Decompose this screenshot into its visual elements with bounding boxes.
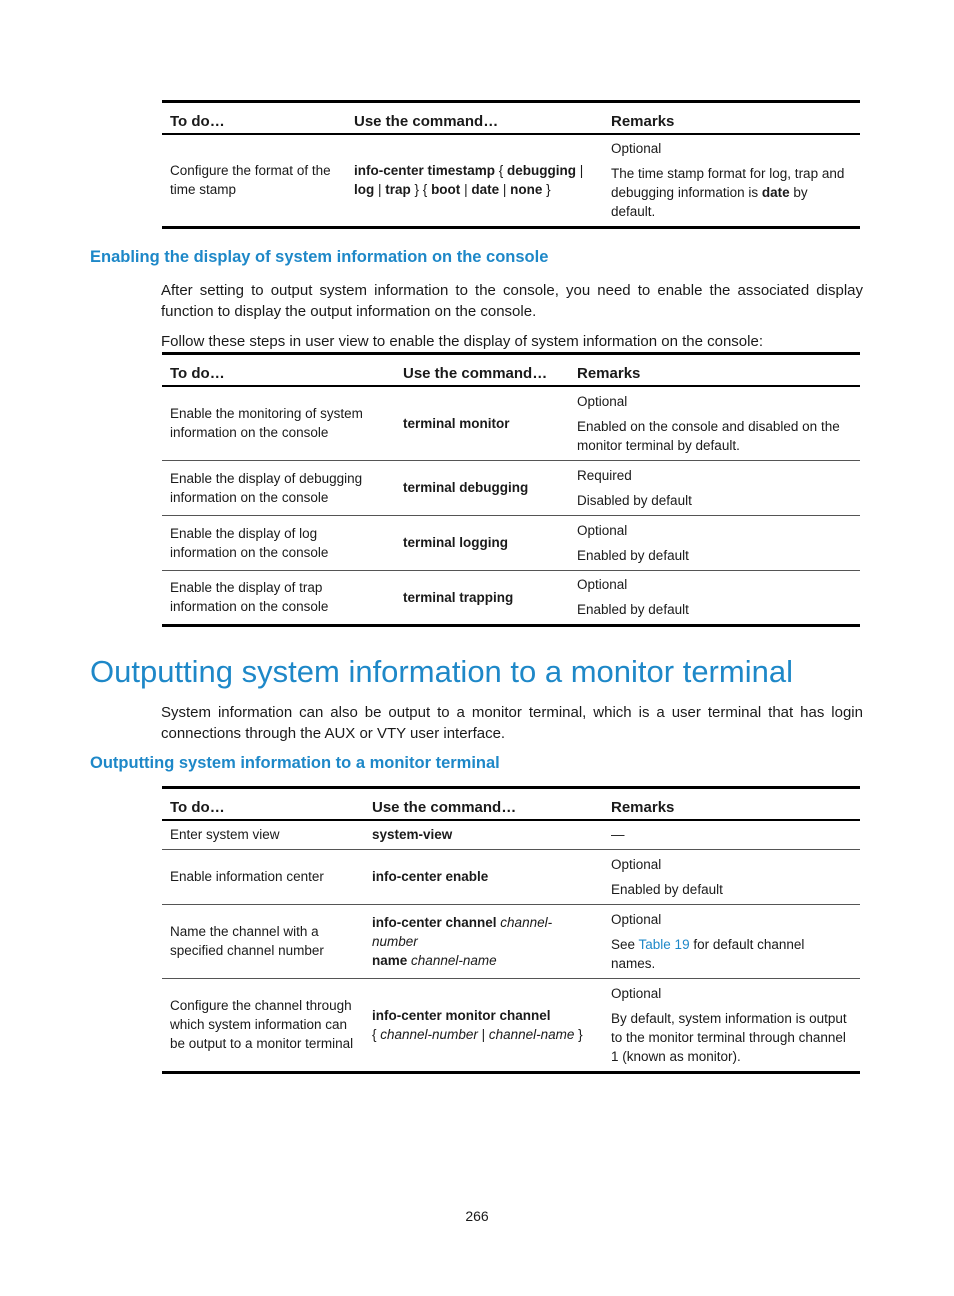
table-row xyxy=(162,849,860,904)
todo-cell: Enable information center xyxy=(162,849,364,904)
remark-line: By default, system information is output to the monitor terminal through channel 1 (known as monitor). xyxy=(611,1010,847,1064)
remark-line: Optional xyxy=(611,141,662,157)
remark-line: Optional xyxy=(577,577,628,592)
table-row xyxy=(162,978,860,1072)
table-row xyxy=(162,386,860,460)
remark-line: Disabled by default xyxy=(577,492,692,508)
table-row xyxy=(162,904,860,978)
command-cell: info-center enable xyxy=(364,849,603,904)
todo-cell: Enable the display of debugging information on the console xyxy=(162,460,395,515)
remark-line: Optional xyxy=(577,393,628,409)
remark-line: The time stamp format for log, trap and debugging information is date by default. xyxy=(611,166,845,220)
remarks-cell xyxy=(569,386,860,460)
table-row xyxy=(162,460,860,515)
command-cell: terminal monitor xyxy=(403,415,510,431)
timestamp-table xyxy=(162,100,860,229)
command-cell: terminal debugging xyxy=(395,460,569,515)
todo-cell: Enable the monitoring of system information on the console xyxy=(170,406,363,441)
remark-line: Optional xyxy=(611,911,662,927)
todo-cell: Configure the channel through which system information can be output to a monitor terminal xyxy=(162,978,364,1072)
command-cell: info-center monitor channel { channel-number | channel-name } xyxy=(364,978,603,1072)
header-todo: To do… xyxy=(162,102,346,135)
remarks-cell xyxy=(569,515,860,570)
command-cell: system-view xyxy=(372,827,453,843)
todo-cell: Enable the display of log information on the console xyxy=(162,515,395,570)
table-row xyxy=(162,820,860,849)
remark-line: Enabled by default xyxy=(577,547,689,563)
remark-line: Optional xyxy=(611,985,662,1001)
page-number: 266 xyxy=(465,1208,489,1224)
header-command: Use the command… xyxy=(346,102,603,135)
command-cell: info-center timestamp { debugging | log | trap } { boot | date | none } xyxy=(354,163,584,198)
command-cell: terminal trapping xyxy=(395,570,569,625)
header-remarks: Remarks xyxy=(569,354,860,387)
table-header-row xyxy=(162,354,860,387)
header-command: Use the command… xyxy=(395,354,569,387)
console-display-table xyxy=(162,352,860,627)
remark-line: Optional xyxy=(577,522,628,538)
paragraph-console-intro: After setting to output system information to the console, you need to enable the associated display function to display the output information on the console. xyxy=(161,282,863,320)
table-row xyxy=(162,134,860,227)
monitor-terminal-table xyxy=(162,786,860,1074)
todo-cell: Enable the display of trap information on the console xyxy=(162,570,395,625)
table-row xyxy=(162,570,860,625)
table-row xyxy=(162,515,860,570)
table-header-row xyxy=(162,102,860,135)
remark-line: — xyxy=(611,827,625,843)
header-remarks: Remarks xyxy=(603,102,860,135)
header-remarks: Remarks xyxy=(603,788,860,821)
remarks-cell xyxy=(569,460,860,515)
remarks-cell xyxy=(569,570,860,625)
header-todo: To do… xyxy=(162,788,364,821)
command-cell: terminal logging xyxy=(395,515,569,570)
table-reference-link[interactable]: Table 19 xyxy=(638,936,690,952)
remarks-cell xyxy=(603,134,860,227)
remark-line: Enabled by default xyxy=(611,881,723,897)
todo-cell: Configure the format of the time stamp xyxy=(170,163,331,198)
paragraph-monitor-intro: System information can also be output to a monitor terminal, which is a user terminal that has login connections through the AUX or VTY user interface. xyxy=(161,704,863,742)
todo-cell: Name the channel with a specified channel number xyxy=(162,904,364,978)
header-command: Use the command… xyxy=(364,788,603,821)
remark-line: Enabled by default xyxy=(577,602,689,617)
remark-line: Enabled on the console and disabled on the monitor terminal by default. xyxy=(577,418,840,453)
remark-line: Required xyxy=(577,467,632,483)
remarks-cell xyxy=(603,849,860,904)
remarks-cell xyxy=(603,904,860,978)
section-title-monitor-terminal: Outputting system information to a monitor terminal xyxy=(90,654,793,689)
table-header-row xyxy=(162,788,860,821)
header-todo: To do… xyxy=(162,354,395,387)
remarks-cell xyxy=(603,820,860,849)
paragraph-console-steps: Follow these steps in user view to enable the display of system information on the console: xyxy=(161,333,763,350)
remark-line: Optional xyxy=(611,856,662,872)
section-heading-console-display: Enabling the display of system information on the console xyxy=(90,248,549,266)
remarks-cell xyxy=(603,978,860,1072)
todo-cell: Enter system view xyxy=(170,827,280,843)
subsection-heading-monitor-terminal: Outputting system information to a monitor terminal xyxy=(90,754,500,772)
remark-line: See Table 19 for default channel names. xyxy=(611,936,805,971)
command-cell: info-center channel channel-number name channel-name xyxy=(364,904,603,978)
